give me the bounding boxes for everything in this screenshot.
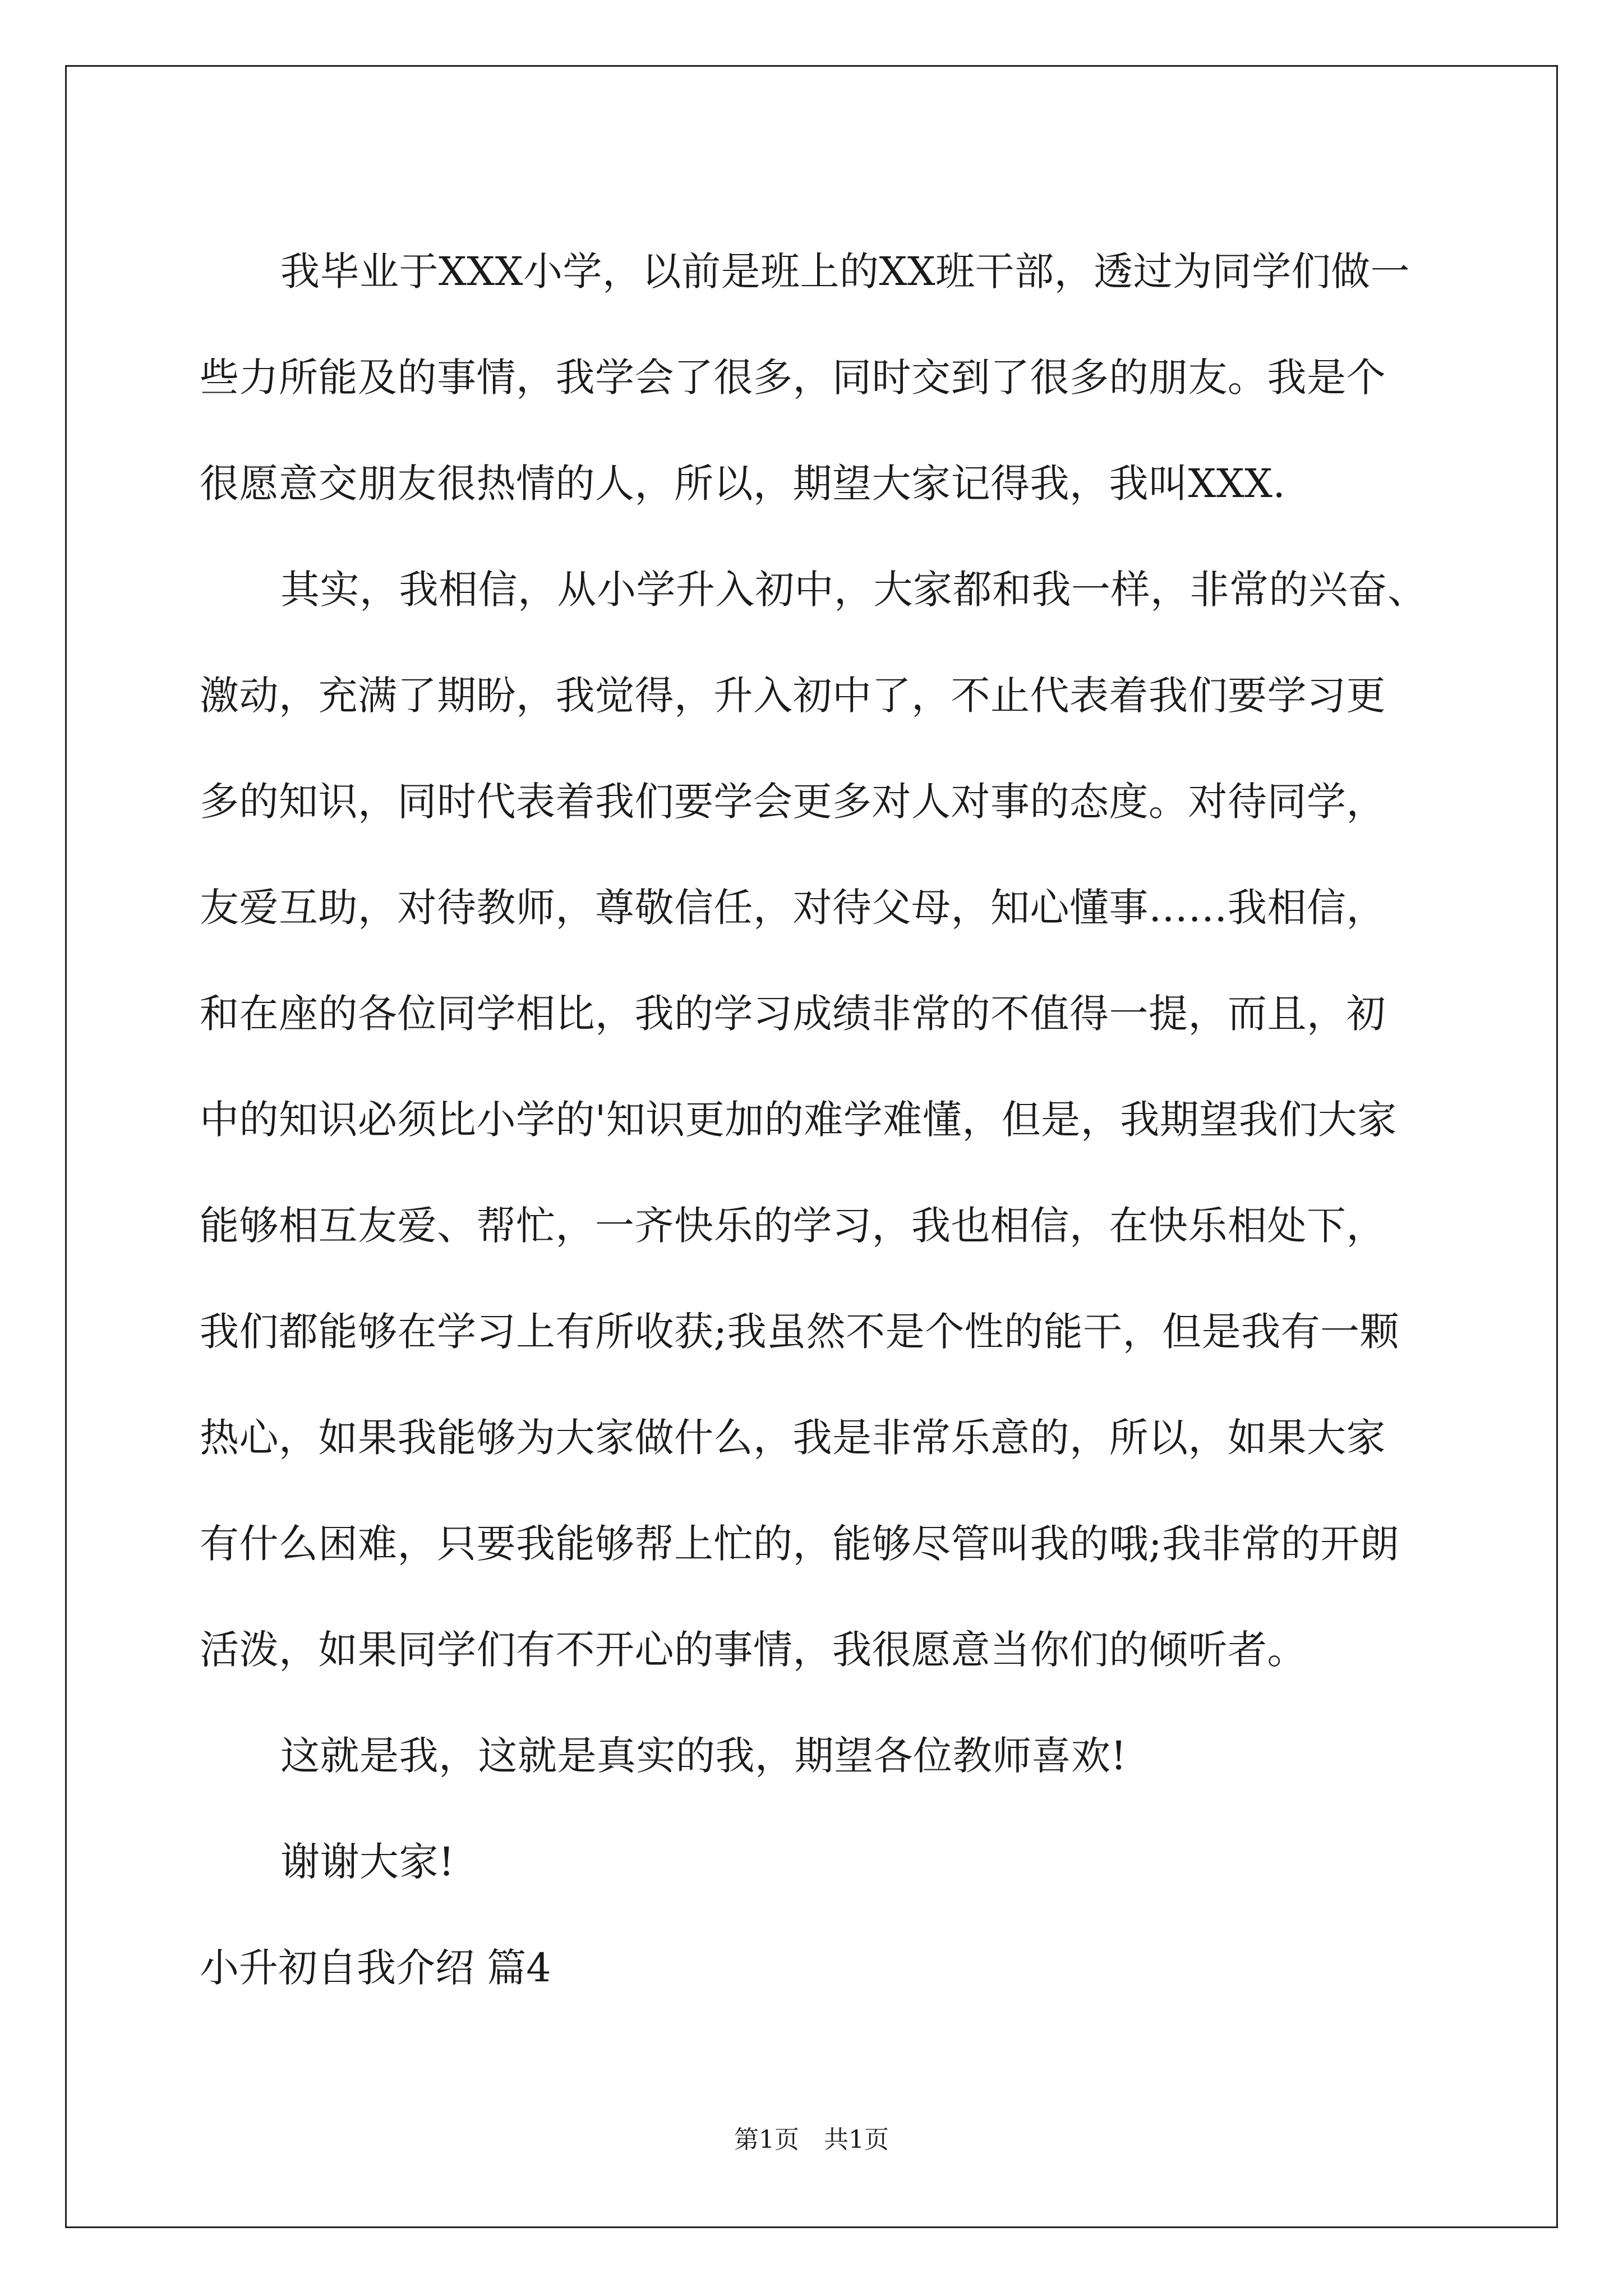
paragraph-line: 这就是我，这就是真实的我，期望各位教师喜欢! — [280, 1733, 1127, 1779]
document-body — [200, 219, 1433, 2021]
paragraph-line: 很愿意交朋友很热情的人，所以，期望大家记得我，我叫XXX. — [200, 461, 1286, 507]
paragraph-line: 我们都能够在学习上有所收获;我虽然不是个性的能干，但是我有一颗 — [200, 1309, 1400, 1355]
paragraph-line: 其实，我相信，从小学升入初中，大家都和我一样，非常的兴奋、 — [280, 567, 1427, 613]
paragraph-line: 我毕业于XXX小学，以前是班上的XX班干部，透过为同学们做一 — [280, 249, 1410, 295]
section-heading: 小升初自我介绍 篇4 — [200, 1945, 551, 1991]
paragraph-line: 能够相互友爱、帮忙，一齐快乐的学习，我也相信，在快乐相处下， — [200, 1203, 1386, 1249]
paragraph-line: 和在座的各位同学相比，我的学习成绩非常的不值得一提，而且，初 — [200, 991, 1386, 1037]
paragraph-intro — [200, 219, 1433, 537]
paragraph-line: 谢谢大家! — [280, 1839, 455, 1885]
paragraph-line: 活泼，如果同学们有不开心的事情，我很愿意当你们的倾听者。 — [200, 1627, 1307, 1673]
paragraph-thanks — [200, 1809, 1433, 1915]
page-number-footer: 第1页 共1页 — [734, 2125, 889, 2154]
paragraph-line: 友爱互助，对待教师，尊敬信任，对待父母，知心懂事……我相信， — [200, 885, 1386, 931]
paragraph-main — [200, 537, 1433, 1703]
paragraph-line: 些力所能及的事情，我学会了很多，同时交到了很多的朋友。我是个 — [200, 355, 1386, 401]
paragraph-line: 激动，充满了期盼，我觉得，升入初中了，不止代表着我们要学习更 — [200, 673, 1386, 719]
paragraph-line: 多的知识，同时代表着我们要学会更多对人对事的态度。对待同学， — [200, 779, 1386, 825]
paragraph-line: 有什么困难，只要我能够帮上忙的，能够尽管叫我的哦;我非常的开朗 — [200, 1521, 1400, 1567]
paragraph-closing — [200, 1703, 1433, 1809]
paragraph-line: 热心，如果我能够为大家做什么，我是非常乐意的，所以，如果大家 — [200, 1415, 1386, 1461]
paragraph-line: 中的知识必须比小学的'知识更加的难学难懂，但是，我期望我们大家 — [200, 1097, 1397, 1143]
